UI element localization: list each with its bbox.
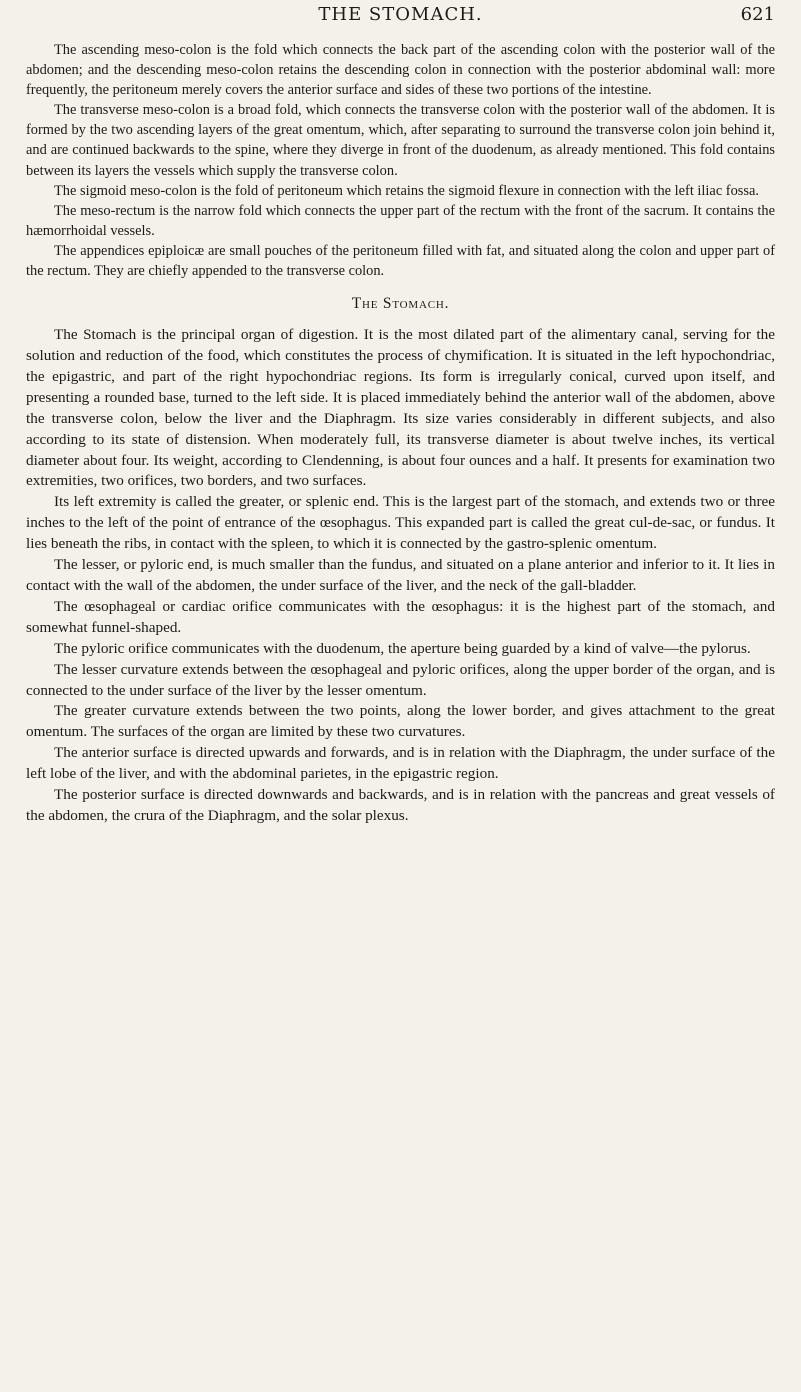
paragraph-anterior-surface: The anterior surface is directed upwards and forwards, and is in relation with the Diaphragm, the under surface of the left lobe of the liver, and with the abdominal parietes, in the epigastric region. [26, 744, 775, 783]
paragraph-transverse-meso-colon: The transverse meso-colon is a broad fold, which connects the transverse colon with the posterior wall of the abdomen. It is formed by the two ascending layers of the great omentum, which, after separating to surround the transverse colon join behind it, and are continued backwards to the spine, where they diverge in front of the duodenum, as already mentioned. This fold contains between its layers the vessels which supply the transverse colon. [26, 102, 775, 179]
paragraph-oesophageal-orifice: The œsophageal or cardiac orifice communicates with the œsophagus: it is the highest part of the stomach, and somewhat funnel-shaped. [26, 597, 775, 636]
paragraph-lesser-curvature: The lesser curvature extends between the œsophageal and pyloric orifices, along the upper border of the organ, and is connected to the under surface of the liver by the lesser omentum. [26, 660, 775, 699]
running-head [26, 0, 775, 40]
paragraph-stomach-overview: The Stomach is the principal organ of digestion. It is the most dilated part of the alimentary canal, serving for the solution and reduction of the food, which constitutes the process of chymification. It is situated in the left hypochondriac, the epigastric, and part of the right hypochondriac regions. Its form is irregularly conical, curved upon itself, and presenting a rounded base, turned to the left side. It is placed immediately behind the anterior wall of the abdomen, above the transverse colon, below the liver and the Diaphragm. Its size varies considerably in different subjects, and also according to its state of distension. When moderately full, its transverse diameter is about twelve inches, its vertical diameter about four. Its weight, according to Clendenning, is about four ounces and a half. It presents for examination two extremities, two orifices, two borders, and two surfaces. [26, 326, 775, 490]
paragraph-lesser-end: The lesser, or pyloric end, is much smaller than the fundus, and situated on a plane anterior and inferior to it. It lies in contact with the wall of the abdomen, the under surface of the liver, and the neck of the gall-bladder. [26, 556, 775, 594]
paragraph-pyloric-orifice: The pyloric orifice communicates with the duodenum, the aperture being guarded by a kind of valve—the pylorus. [54, 639, 751, 657]
paragraph-meso-rectum: The meso-rectum is the narrow fold which connects the upper part of the rectum with the front of the sacrum. It contains the hæmorrhoidal vessels. [26, 202, 775, 239]
paragraph-sigmoid-meso-colon: The sigmoid meso-colon is the fold of peritoneum which retains the sigmoid flexure in connection with the left iliac fossa. [54, 182, 759, 199]
running-title: THE STOMACH. [318, 4, 483, 25]
page-number: 621 [740, 4, 775, 25]
paragraph-appendices-epiploicae: The appendices epiploicæ are small pouches of the peritoneum filled with fat, and situated along the colon and upper part of the rectum. They are chiefly appended to the transverse colon. [26, 242, 775, 280]
paragraph-left-extremity: Its left extremity is called the greater, or splenic end. This is the largest part of the stomach, and extends two or three inches to the left of the point of entrance of the œsophagus. This expanded part is called the great cul-de-sac, or fundus. It lies beneath the ribs, in contact with the spleen, to which it is connected by the gastro-splenic omentum. [26, 493, 775, 553]
paragraph-greater-curvature: The greater curvature extends between the two points, along the lower border, and gives attachment to the great omentum. The surfaces of the organ are limited by these two curvatures. [26, 702, 775, 741]
intro-text [26, 40, 775, 281]
body-text [26, 325, 775, 827]
section-title-stomach: The Stomach. [351, 295, 450, 313]
paragraph-posterior-surface: The posterior surface is directed downwards and backwards, and is in relation with the pancreas and great vessels of the abdomen, the crura of the Diaphragm, and the solar plexus. [26, 786, 775, 824]
paragraph-ascending-meso-colon: The ascending meso-colon is the fold which connects the back part of the ascending colon with the posterior wall of the abdomen; and the descending meso-colon retains the descending colon in connection with the posterior abdominal wall: more frequently, the peritoneum merely covers the anterior surface and sides of these two portions of the intestine. [26, 42, 775, 99]
